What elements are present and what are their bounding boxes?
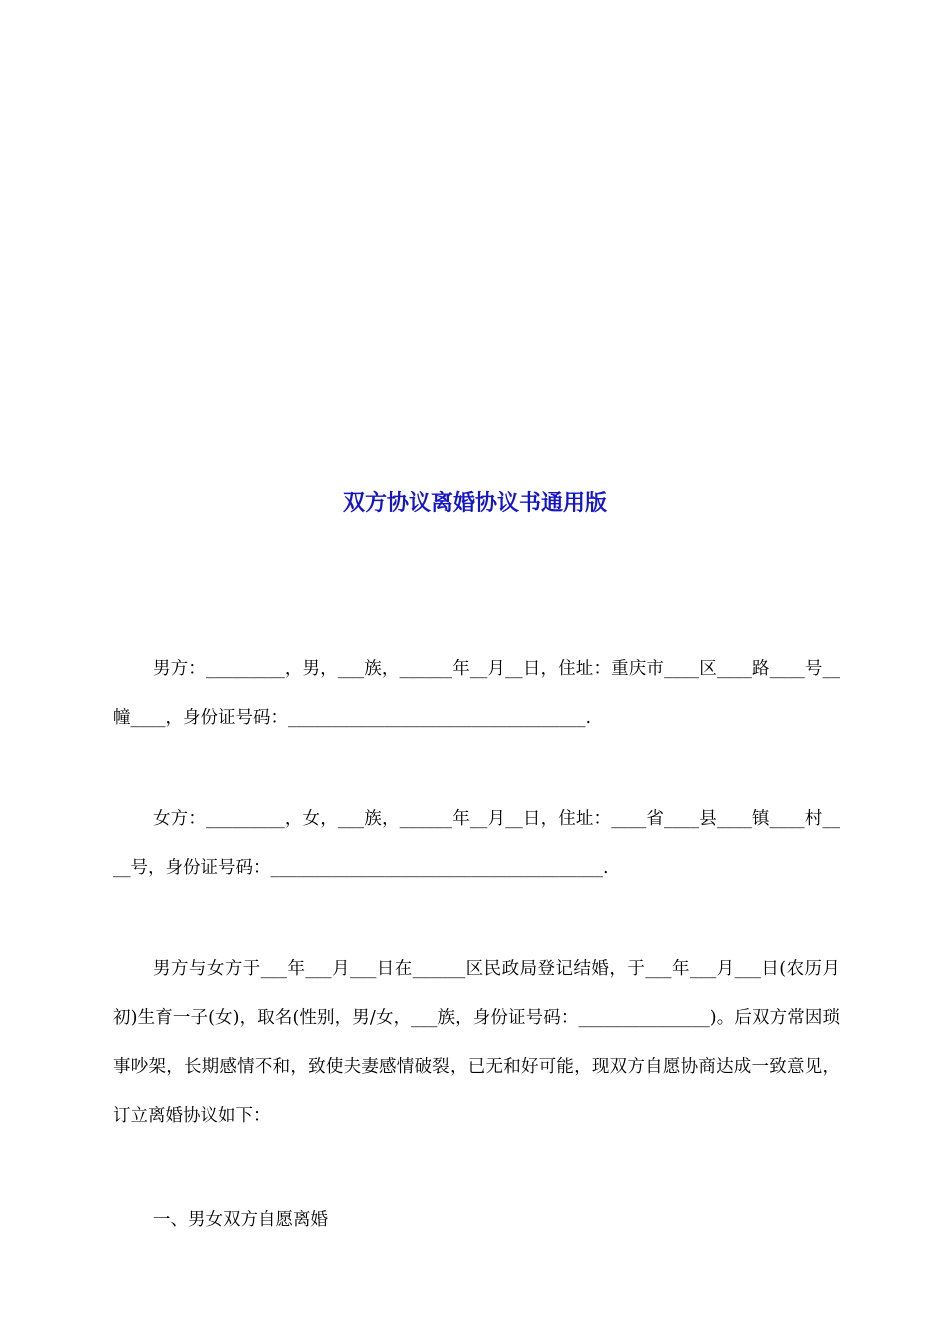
- section-heading-1: 一、男女双方自愿离婚: [153, 1210, 328, 1230]
- document-title: 双方协议离婚协议书通用版: [342, 490, 607, 516]
- paragraph-husband-info: 男方：_________，男，___族，______年__月__日，住址：重庆市____区____路____号__幢____，身份证号码：__________________________________.: [113, 659, 840, 728]
- paragraph-marriage-background: 男方与女方于___年___月___日在______区民政局登记结婚，于___年___月___日(农历月初)生育一子(女)，取名(性别，男/女，___族，身份证号码：_______________)。后双方常因琐事吵架，长期感情不和，致使夫妻感情破裂，已无和好可能，现双方自愿协商达成一致意见，订立离婚协议如下：: [113, 959, 840, 1126]
- paragraph-wife-info: 女方：_________，女，___族，______年__月__日，住址：____省____县____镇____村____号，身份证号码：______________________________________.: [113, 809, 840, 878]
